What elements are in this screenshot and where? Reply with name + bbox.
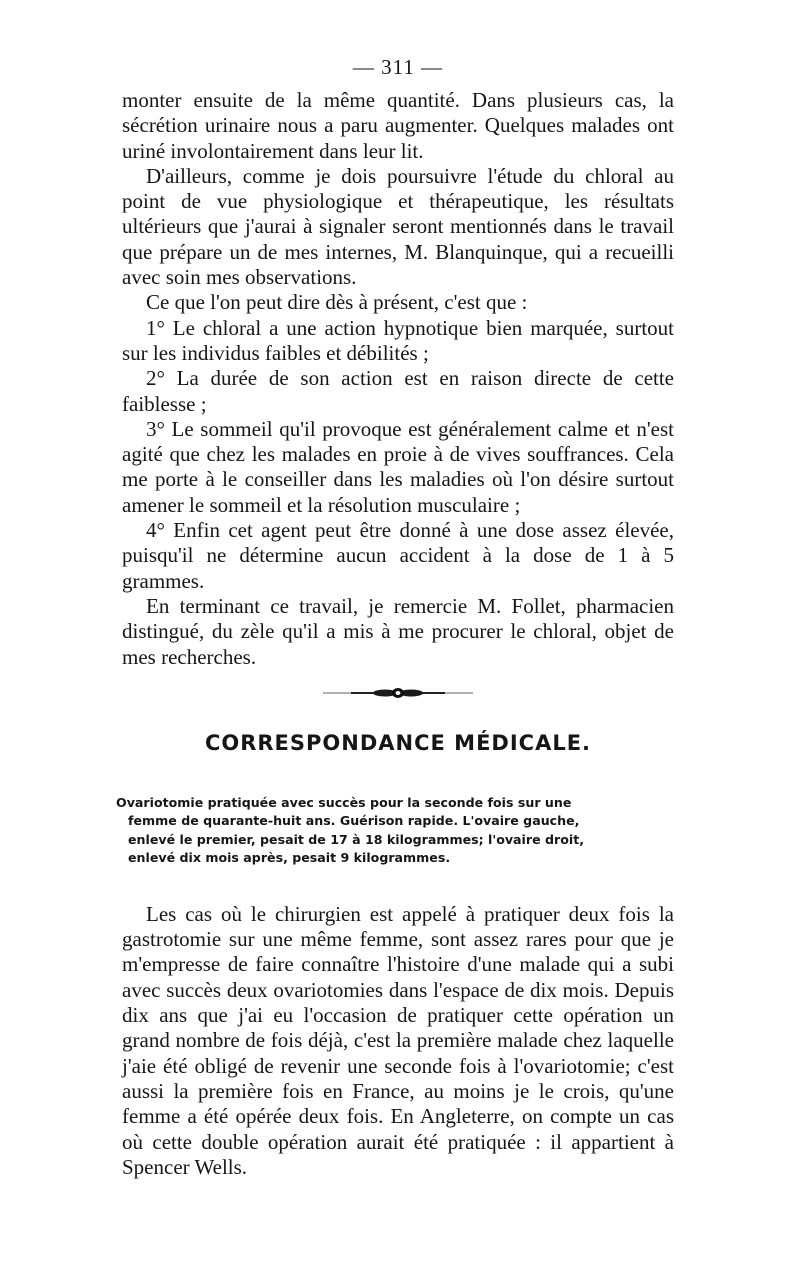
ornament-rule-icon — [323, 684, 473, 702]
paragraph-continuation: monter ensuite de la même quantité. Dans plusieurs cas, la sécrétion urinaire nous a paru augmenter. Quelques malades ont uriné involontairement dans leur lit. — [122, 88, 674, 163]
conclusion-item-4: 4° Enfin cet agent peut être donné à une dose assez élevée, puisqu'il ne détermine aucun accident à la dose de 1 à 5 grammes. — [122, 518, 674, 593]
subtitle-line: enlevé le premier, pesait de 17 à 18 kilogrammes; l'ovaire droit, — [128, 831, 585, 847]
paragraph-chloral-study: D'ailleurs, comme je dois poursuivre l'étude du chloral au point de vue physiologique et thérapeutique, les résultats ultérieurs que j'aurai à signaler seront mentionnés dans le travail que prépare un de mes internes, M. Blanquinque, qui a recueilli avec soin mes observations. — [122, 163, 674, 290]
conclusion-item-1: 1° Le chloral a une action hypnotique bien marquée, surtout sur les individus faibles et débilités ; — [122, 315, 674, 365]
page-number: — 311 — — [352, 55, 444, 79]
article-subtitle — [116, 794, 681, 868]
subtitle-line: femme de quarante-huit ans. Guérison rapide. L'ovaire gauche, — [128, 813, 580, 829]
paragraph-conclusions-intro: Ce que l'on peut dire dès à présent, c'est que : — [146, 290, 528, 315]
article-body: Les cas où le chirurgien est appelé à pratiquer deux fois la gastrotomie sur une même femme, sont assez rares pour que je m'empresse de faire connaître l'histoire d'une malade qui a subi avec succès deux ovariotomies dans l'espace de dix mois. Depuis dix ans que j'ai eu l'occasion de pratiquer cette opération un grand nombre de fois déjà, c'est la première malade chez laquelle j'aie été obligé de revenir une seconde fois à l'ovariotomie; c'est aussi la première fois en France, au moins je le crois, qu'une femme a été opérée deux fois. En Angleterre, on compte un cas où cette double opération aurait été pratiquée : il appartient à Spencer Wells. — [122, 901, 674, 1179]
subtitle-line: enlevé dix mois après, pesait 9 kilogrammes. — [128, 850, 451, 866]
subtitle-line: Ovariotomie pratiquée avec succès pour la seconde fois sur une — [116, 794, 572, 810]
book-page — [116, 52, 674, 1180]
paragraph-acknowledgement: En terminant ce travail, je remercie M. Follet, pharmacien distingué, du zèle qu'il a mis à me procurer le chloral, objet de mes recherches. — [122, 593, 674, 669]
conclusion-item-2: 2° La durée de son action est en raison directe de cette faiblesse ; — [122, 366, 674, 416]
section-divider-ornament — [122, 684, 674, 702]
conclusion-item-3: 3° Le sommeil qu'il provoque est généralement calme et n'est agité que chez les malades en proie à de vives souffrances. Cela me porte à le conseiller dans les maladies où l'on désire surtout amener le sommeil et la résolution musculaire ; — [122, 416, 674, 517]
section-title: CORRESPONDANCE MÉDICALE. — [204, 730, 592, 755]
